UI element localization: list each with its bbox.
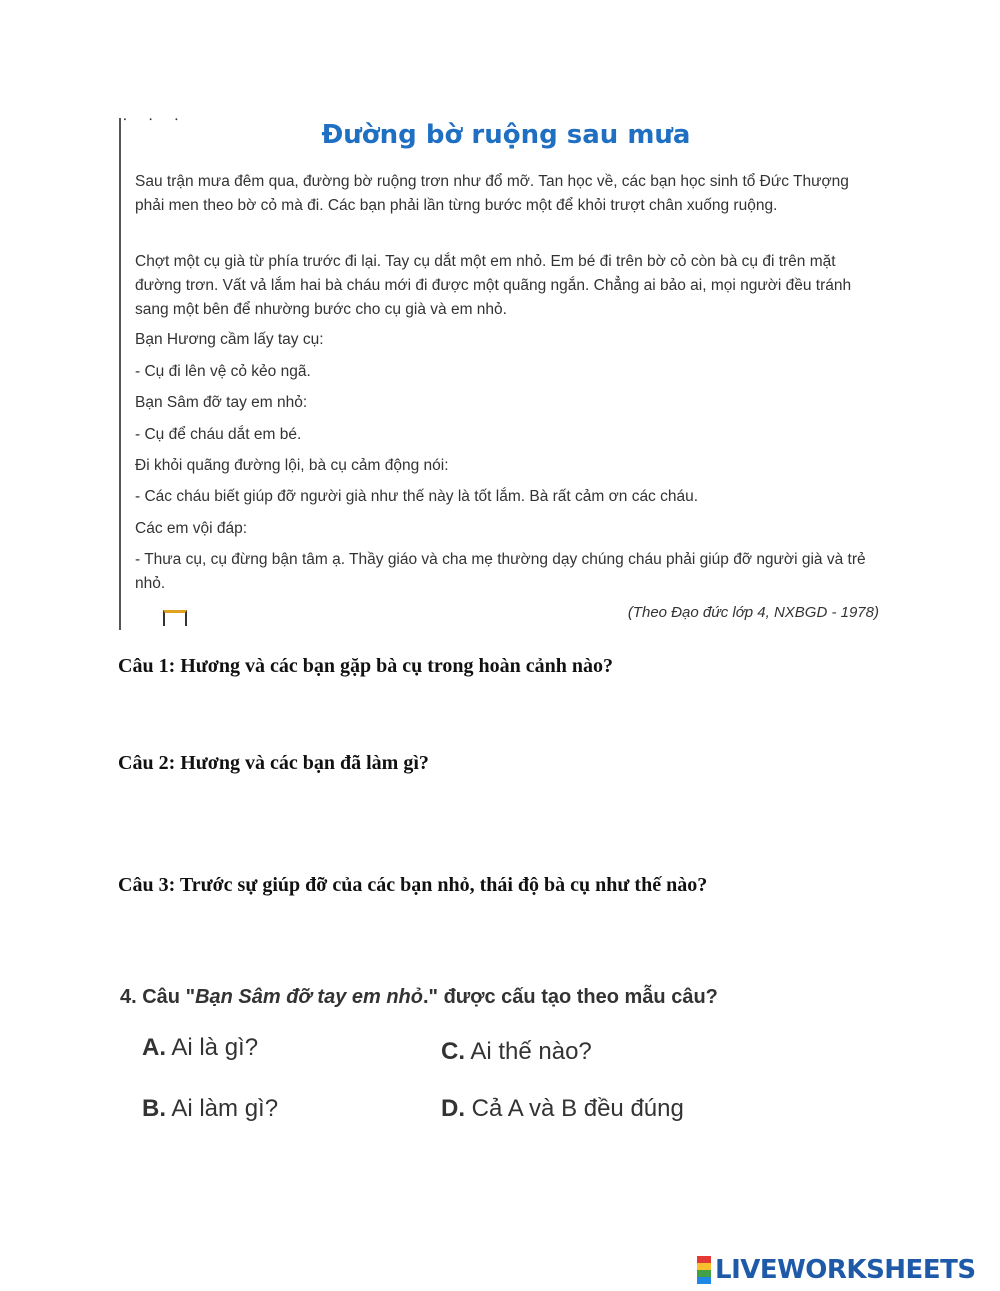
paragraph-4: - Cụ đi lên vệ cỏ kẻo ngã. (135, 363, 311, 380)
paragraph-9: Các em vội đáp: (135, 520, 247, 537)
bracket-mark-icon (163, 610, 187, 626)
option-letter: B. (142, 1095, 166, 1122)
option-text: Ai thế nào? (470, 1038, 592, 1065)
question-4 (120, 986, 718, 1009)
option-text: Cả A và B đều đúng (471, 1095, 684, 1122)
question-1: Câu 1: Hương và các bạn gặp bà cụ trong hoàn cảnh nào? (118, 655, 614, 677)
source-citation: (Theo Đạo đức lớp 4, NXBGD - 1978) (627, 604, 879, 621)
paragraph-8: - Các cháu biết giúp đỡ người già như thế này là tốt lắm. Bà rất cảm ơn các cháu. (135, 488, 699, 505)
paragraph-1: Sau trận mưa đêm qua, đường bờ ruộng trơn như đổ mỡ. Tan học về, các bạn học sinh tổ Đức Thượng phải men theo bờ cỏ mà đi. Các bạn phải lần từng bước một để khỏi trượt chân xuống ruộng. (135, 173, 849, 214)
question-2: Câu 2: Hương và các bạn đã làm gì? (118, 752, 429, 774)
option-d[interactable] (441, 1095, 684, 1123)
reading-passage (119, 111, 891, 630)
question-3: Câu 3: Trước sự giúp đỡ của các bạn nhỏ, thái độ bà cụ như thế nào? (118, 874, 708, 896)
option-a[interactable] (142, 1034, 258, 1062)
liveworksheets-logo (697, 1254, 976, 1286)
question-4-suffix: ." được cấu tạo theo mẫu câu? (422, 986, 718, 1008)
reading-title: Đường bờ ruộng sau mưa (321, 120, 691, 150)
logo-text: LIVEWORKSHEETS (715, 1255, 976, 1285)
option-letter: A. (142, 1034, 166, 1061)
question-4-quote: Bạn Sâm đỡ tay em nhỏ (195, 986, 423, 1008)
paragraph-7: Đi khỏi quãng đường lội, bà cụ cảm động nói: (135, 457, 449, 474)
paragraph-2: Chợt một cụ già từ phía trước đi lại. Tay cụ dắt một em nhỏ. Em bé đi trên bờ cỏ còn bà cụ đi trên mặt đường trơn. Vất vả lắm hai bà cháu mới đi được một quãng ngắn. Chẳng ai bảo ai, mọi người đều tránh sang một bên để nhường bước cho cụ già và em nhỏ. (135, 253, 852, 318)
option-letter: C. (441, 1038, 465, 1065)
decorative-dots: ⸱⸱⸱ (123, 111, 201, 127)
option-text: Ai là gì? (171, 1034, 259, 1061)
paragraph-5: Bạn Sâm đỡ tay em nhỏ: (135, 394, 308, 411)
option-letter: D. (441, 1095, 465, 1122)
question-4-prefix: 4. Câu " (120, 986, 196, 1008)
option-b[interactable] (142, 1095, 278, 1123)
option-c[interactable] (441, 1038, 592, 1066)
paragraph-6: - Cụ để cháu dắt em bé. (135, 426, 302, 443)
paragraph-3: Bạn Hương cầm lấy tay cụ: (135, 331, 324, 348)
option-text: Ai làm gì? (171, 1095, 279, 1122)
logo-blocks-icon (697, 1256, 711, 1284)
paragraph-10: - Thưa cụ, cụ đừng bận tâm ạ. Thầy giáo và cha mẹ thường dạy chúng cháu phải giúp đỡ người già và trẻ nhỏ. (135, 551, 866, 592)
